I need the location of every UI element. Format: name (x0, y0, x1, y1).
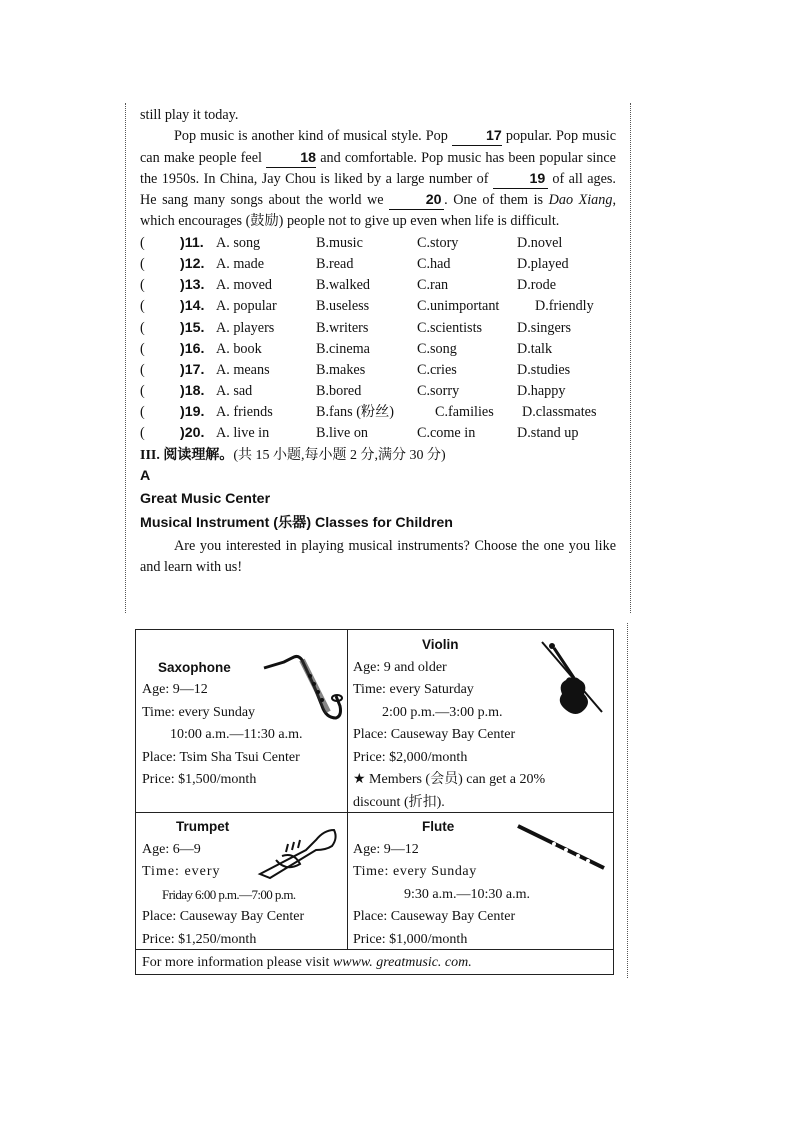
violin-title: Violin (422, 637, 459, 652)
question-row (140, 360, 616, 381)
table-divider (347, 630, 348, 949)
violin-member-note: ★ Members (会员) can get a 20% (353, 772, 546, 787)
option-b: B.useless (316, 298, 370, 315)
answer-paren[interactable]: ( (140, 255, 145, 272)
option-c: C.story (417, 234, 459, 251)
option-d: D.novel (517, 234, 563, 251)
question-number: )12. (180, 255, 205, 272)
violin-age: Age: 9 and older (353, 659, 447, 675)
option-c: C.unimportant (417, 298, 500, 315)
option-a: A. live in (216, 425, 270, 442)
option-b: B.bored (316, 383, 362, 400)
option-a: A. song (216, 234, 261, 251)
option-d: D.singers (517, 319, 571, 336)
question-row (140, 423, 616, 444)
answer-paren[interactable]: ( (140, 361, 145, 378)
website-link[interactable]: wwww. greatmusic. com. (332, 955, 472, 970)
question-number: )11. (180, 234, 204, 251)
option-a: A. book (216, 340, 262, 357)
saxophone-price: Price: $1,500/month (142, 772, 257, 787)
option-a: A. friends (216, 404, 273, 421)
flute-time: Time: every Sunday (353, 864, 477, 879)
question-number: )13. (180, 277, 205, 294)
passage-text: popular. Pop music can make people feel (140, 128, 617, 166)
question-number: )16. (180, 340, 205, 357)
violin-discount-note: discount (折扣). (353, 794, 445, 810)
option-c: C.song (417, 340, 457, 357)
question-number: )15. (180, 319, 205, 336)
option-c: C.cries (417, 361, 457, 378)
option-b: B.live on (316, 425, 369, 442)
question-row (140, 275, 616, 296)
song-title: Dao Xiang (548, 192, 613, 209)
answer-paren[interactable]: ( (140, 277, 145, 294)
answer-paren[interactable]: ( (140, 319, 145, 336)
passage-line1: still play it today. (140, 107, 239, 123)
option-b: B.cinema (316, 340, 370, 357)
violin-price: Price: $2,000/month (353, 749, 468, 765)
option-a: A. moved (216, 277, 272, 294)
question-number: )19. (180, 404, 205, 421)
question-row (140, 318, 616, 339)
flute-place: Place: Causeway Bay Center (353, 909, 516, 924)
question-number: )17. (180, 361, 205, 378)
option-a: A. means (216, 361, 270, 378)
violin-time-range: 2:00 p.m.—3:00 p.m. (382, 704, 503, 720)
violin-place: Place: Causeway Bay Center (353, 727, 516, 742)
answer-paren[interactable]: ( (140, 340, 145, 357)
question-row (140, 381, 616, 402)
question-row (140, 296, 616, 317)
question-number: )14. (180, 298, 205, 315)
flute-icon (514, 822, 608, 874)
option-c: C.come in (417, 425, 476, 442)
trumpet-title: Trumpet (176, 819, 230, 834)
blank-17[interactable]: 17 (452, 129, 502, 146)
option-b: B.fans (粉丝) (316, 404, 395, 421)
option-d: D.talk (517, 340, 553, 357)
left-margin-dotted-line (125, 103, 126, 613)
passage-paragraph (140, 126, 616, 232)
option-d: D.studies (517, 361, 571, 378)
flute-age: Age: 9—12 (353, 841, 419, 857)
option-b: B.makes (316, 361, 366, 378)
passage-text: , which encourages (鼓励) people not to give up even when life is difficult. (140, 192, 617, 230)
saxophone-time-range: 10:00 a.m.—11:30 a.m. (170, 727, 303, 742)
reading-intro: Are you interested in playing musical instruments? Choose the one you like and learn with us! (140, 537, 616, 576)
option-a: A. players (216, 319, 275, 336)
answer-paren[interactable]: ( (140, 425, 145, 442)
question-number: )20. (180, 425, 205, 442)
option-d: D.classmates (522, 404, 597, 421)
right-margin-dotted-line (630, 103, 631, 613)
option-d: D.happy (517, 383, 566, 400)
violin-time: Time: every Saturday (353, 682, 474, 697)
blank-19[interactable]: 19 (493, 172, 548, 189)
flute-title: Flute (422, 819, 455, 834)
question-row (140, 339, 616, 360)
option-b: B.writers (316, 319, 369, 336)
option-a: A. popular (216, 298, 277, 315)
option-d: D.friendly (535, 298, 594, 315)
option-c: C.families (435, 404, 494, 421)
reading-subtitle: Musical Instrument (乐器) Classes for Children (140, 514, 453, 531)
option-a: A. made (216, 255, 265, 272)
saxophone-age: Age: 9—12 (142, 682, 208, 697)
option-c: C.had (417, 255, 451, 272)
section-3-instructions: (共 15 小题,每小题 2 分,满分 30 分) (233, 447, 446, 463)
option-b: B.music (316, 234, 363, 251)
right-margin-dotted-line-lower (627, 623, 628, 978)
passage-text: of all ages. He sang many songs about the world we (140, 170, 616, 209)
question-row (140, 254, 616, 275)
blank-18[interactable]: 18 (266, 151, 316, 168)
section-3-heading (140, 445, 616, 466)
option-b: B.walked (316, 277, 370, 294)
answer-paren[interactable]: ( (140, 404, 145, 421)
saxophone-place: Place: Tsim Sha Tsui Center (142, 749, 300, 765)
blank-20[interactable]: 20 (389, 193, 444, 210)
trumpet-time-range: Friday 6:00 p.m.—7:00 p.m. (162, 886, 296, 902)
option-c: C.scientists (417, 319, 483, 336)
reading-title: Great Music Center (140, 491, 271, 508)
passage-text: . One of them is (444, 192, 549, 209)
question-list (140, 233, 616, 445)
option-d: D.rode (517, 277, 557, 294)
option-b: B.read (316, 255, 354, 272)
footer-prefix: For more information please visit (142, 955, 333, 970)
answer-paren[interactable]: ( (140, 383, 145, 400)
trumpet-time: Time: every (142, 864, 221, 879)
saxophone-icon (262, 646, 346, 728)
trumpet-icon (256, 826, 342, 882)
option-d: D.played (517, 255, 569, 272)
saxophone-time: Time: every Sunday (142, 704, 256, 720)
flute-time-range: 9:30 a.m.—10:30 a.m. (404, 886, 530, 902)
violin-icon (536, 636, 608, 722)
question-number: )18. (180, 383, 205, 400)
question-row (140, 402, 616, 423)
passage-text: Pop music is another kind of musical style. Pop (174, 128, 452, 145)
class-schedule-table (135, 629, 614, 975)
option-d: D.stand up (517, 425, 579, 442)
saxophone-title: Saxophone (158, 659, 231, 675)
question-row (140, 233, 616, 254)
table-footer (142, 952, 472, 975)
option-c: C.sorry (417, 383, 460, 400)
answer-paren[interactable]: ( (140, 298, 145, 315)
trumpet-price: Price: $1,250/month (142, 931, 257, 947)
section-3-label: III. 阅读理解。 (140, 447, 234, 463)
worksheet-content (140, 105, 616, 578)
passage-letter: A (140, 467, 151, 484)
trumpet-place: Place: Causeway Bay Center (142, 909, 305, 924)
option-c: C.ran (417, 277, 449, 294)
option-a: A. sad (216, 383, 253, 400)
trumpet-age: Age: 6—9 (142, 841, 201, 857)
passage-text: and comfortable. Pop music has been popular since the 1950s. In China, Jay Chou is liked by a large number of (140, 149, 616, 187)
answer-paren[interactable]: ( (140, 234, 145, 251)
flute-price: Price: $1,000/month (353, 931, 468, 947)
